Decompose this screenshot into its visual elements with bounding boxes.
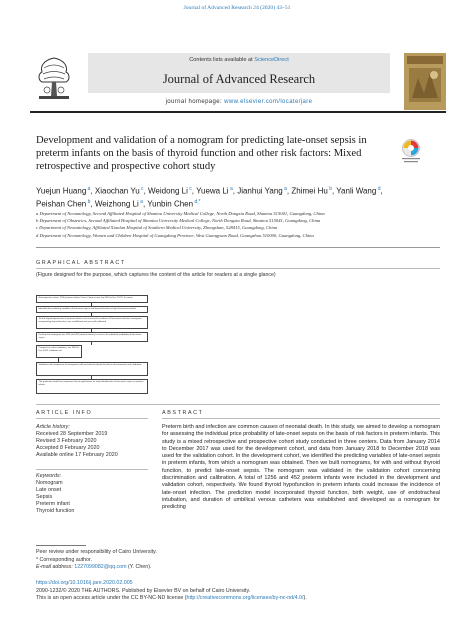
abstract-text: Preterm birth and infection are common causes of neonatal death. In this study, we aimed to develop a nomogram for assessing the individual price probability of late-onset sepsis on the basis of risk factors in preterm infants. This study is a mixed retrospective and prospective cohort study conducted in three centers. Data from January 2014 to December 2017 was used for the development cohort, and data from January 2018 to December 2018 was used for the validation cohort. In the development cohort, we identified the predicting variables of late-onset sepsis in preterm infants, from which a nomogram was obtained. Then we built nomograms, for with and without thyroid function, to predict late-onset sepsis. The nomogram was validated in the validation cohort concerning discrimination and calibration. A total of 1256 and 452 preterm infants were included in the development and validation cohort, respectively. We found thyroid hypofunction in preterm infants could increase the incidence of late-onset infection. The prediction model incorporated thyroid function, birth weight, use of endotracheal intubation, and duration of umbilical venous catheters was established and developed as a nomogram for predicting — [162, 424, 440, 511]
flowchart-box: Retrospective cohort: 1256 preterm infants / three Centers from Jan 2014 to Dec 2017 / 3 centers — [36, 295, 148, 303]
history-label: Article history: — [36, 424, 70, 430]
author-affiliation-mark[interactable]: d,* — [193, 198, 201, 205]
publication-info — [36, 580, 440, 603]
author-affiliation-mark[interactable]: d — [376, 186, 381, 192]
author-name[interactable]: Weidong Li — [148, 186, 188, 196]
author-name[interactable]: Weizhong Li — [94, 199, 139, 209]
flowchart-box: To find: thyroid dysfunction in preterm infants can increase the incidence of late-onset infection; nomogram incorporating thyroid function was established and was well-calibrated — [36, 316, 148, 329]
license-line — [36, 595, 440, 603]
contents-prefix: Contents lists available at — [189, 57, 253, 63]
email-link[interactable]: 1227099082@qq.com — [74, 564, 127, 570]
flowchart-box: Develop the nomogram (on 1256 and 452 preterm infants) to assess the individual probability of late-onset sepsis — [36, 332, 148, 342]
keywords — [36, 473, 148, 516]
author-affiliation-mark[interactable]: a — [86, 186, 91, 192]
author-name[interactable]: Yunbin Chen — [147, 199, 194, 209]
affiliation-b: b Department of Obstetrics, Second Affiliated Hospital of Shantou University Medical College, North Dongxia Road, Shantou 515041, Guangdong, China — [36, 218, 321, 224]
peer-review-note: Peer review under responsibility of Cairo University. — [36, 549, 157, 555]
abstract-heading: ABSTRACT — [162, 410, 204, 416]
keyword: Late onset — [36, 487, 62, 494]
section-divider — [36, 404, 440, 405]
flowchart-box: Identified the predicting variables of late-onset sepsis and thyroid function in high-risk preterm infants — [36, 306, 148, 313]
author-name[interactable]: Peishan Chen — [36, 199, 87, 209]
sciencedirect-link[interactable]: ScienceDirect — [254, 57, 289, 63]
journal-homepage — [88, 99, 390, 105]
contents-list-line — [88, 57, 390, 63]
author-affiliation-mark[interactable]: c — [139, 186, 144, 192]
author-name[interactable]: Jianhui Yang — [237, 186, 283, 196]
article-info-rule — [36, 418, 148, 419]
graphical-abstract-flowchart — [36, 295, 148, 397]
author-name[interactable]: Xiaochan Yu — [94, 186, 140, 196]
author-name[interactable]: Yuejun Huang — [36, 186, 87, 196]
flowchart-box: Prospective cohort validation: Jan 2018 to Dec 2018, validation set — [36, 345, 82, 358]
author-affiliation-mark[interactable]: a — [138, 198, 143, 205]
journal-cover-image — [404, 53, 446, 110]
flowchart-box: Validation and comparison of nomograms with and without thyroid function in discrimination and calibration — [36, 362, 148, 376]
section-divider — [36, 247, 440, 248]
keyword: Preterm infant — [36, 501, 70, 508]
author-line-1: Yuejun Huang $^a$, Xiaochan Yu $^c$, Weidong Li $^c$, Yuewa Li $^a$, Jianhui Yang $^a$, Zhimei Hu $^b$, Yanli Wang $^d$, — [36, 186, 383, 196]
flowchart-arrow — [91, 342, 92, 345]
graphical-abstract-heading: GRAPHICAL ABSTRACT — [36, 260, 126, 266]
graphical-abstract-caption: (Figure designed for the purpose, which captures the content of the article for readers at a single glance) — [36, 272, 276, 278]
article-history — [36, 424, 148, 459]
history-online: Available online 17 February 2020 — [36, 452, 118, 459]
email-suffix: (Y. Chen). — [127, 564, 152, 570]
history-received: Received 28 September 2019 — [36, 431, 108, 438]
doi-link[interactable]: https://doi.org/10.1016/j.jare.2020.02.005 — [36, 580, 133, 586]
article-title: Development and validation of a nomogram for predicting late-onset sepsis in preterm infants on the basis of thyroid function and other risk factors: Mixed retrospective and prospective cohort study — [36, 135, 367, 172]
affiliation-d: d Department of Neonatology, Women and Children Hospital of Guangdong Province, West Guangyuan Road, Guangzhou 510000, Guangdong, China — [36, 232, 314, 238]
history-revised: Revised 3 February 2020 — [36, 438, 97, 445]
keywords-rule — [36, 469, 148, 470]
author-name[interactable]: Zhimei Hu — [291, 186, 328, 196]
history-accepted: Accepted 8 February 2020 — [36, 445, 100, 452]
elsevier-logo-icon — [30, 54, 78, 102]
footnotes — [36, 549, 256, 572]
author-affiliation-mark[interactable]: b — [327, 186, 332, 192]
check-for-updates-icon[interactable] — [400, 138, 422, 164]
affiliation-c: c Department of Neonatology, Affiliated Xiaolan Hospital of Southern Medical University, Zhongshan, 528415, Guangdong, China — [36, 225, 278, 231]
homepage-link[interactable]: www.elsevier.com/locate/jare — [224, 99, 313, 105]
license-prefix: This is an open access article under the CC BY-NC-ND license ( — [36, 595, 187, 601]
copyright-line: 2090-1232/© 2020 THE AUTHORS. Published by Elsevier BV on behalf of Cairo University. — [36, 587, 251, 594]
keyword: Thyroid function — [36, 508, 75, 515]
header-divider — [30, 111, 446, 113]
license-suffix: ). — [303, 595, 307, 601]
email-label: E-mail address: — [36, 564, 73, 570]
journal-name: Journal of Advanced Research — [162, 72, 316, 86]
author-list — [36, 184, 436, 209]
footnote-rule — [36, 545, 86, 546]
article-info-heading: ARTICLE INFO — [36, 410, 93, 416]
corresponding-author-note: * Corresponding author. — [36, 556, 92, 563]
graphical-abstract-rule — [36, 268, 440, 269]
author-affiliation-mark[interactable]: c — [187, 186, 192, 192]
author-affiliation-mark[interactable]: a — [282, 186, 287, 192]
keyword: Nomogram — [36, 480, 63, 487]
affiliation-a: a Department of Neonatology, Second Affiliated Hospital of Shantou University Medical College, North Dongxia Road, Shantou 515041, Guangdong, China — [36, 211, 325, 216]
author-line-2: Peishan Chen $^b$, Weizhong Li $^a$, Yunbin Chen $^{d,*}$ — [36, 198, 201, 209]
affiliations — [36, 210, 456, 239]
flowchart-box: The prediction model has important clinical applications for early identification of late-onset sepsis in preterm infants — [36, 379, 148, 394]
email-line — [36, 564, 256, 572]
author-name[interactable]: Yuewa Li — [196, 186, 229, 196]
author-name[interactable]: Yanli Wang — [336, 186, 377, 196]
author-affiliation-mark[interactable]: b — [86, 198, 91, 205]
license-link[interactable]: http://creativecommons.org/licenses/by-nc-nd/4.0/ — [186, 595, 304, 601]
homepage-label: journal homepage: — [165, 99, 223, 105]
abstract-rule — [162, 418, 440, 419]
author-affiliation-mark[interactable]: a — [228, 186, 233, 192]
keywords-label: Keywords: — [36, 473, 62, 479]
journal-citation[interactable]: Journal of Advanced Research 24 (2020) 43–51 — [183, 5, 291, 11]
keyword: Sepsis — [36, 494, 53, 501]
